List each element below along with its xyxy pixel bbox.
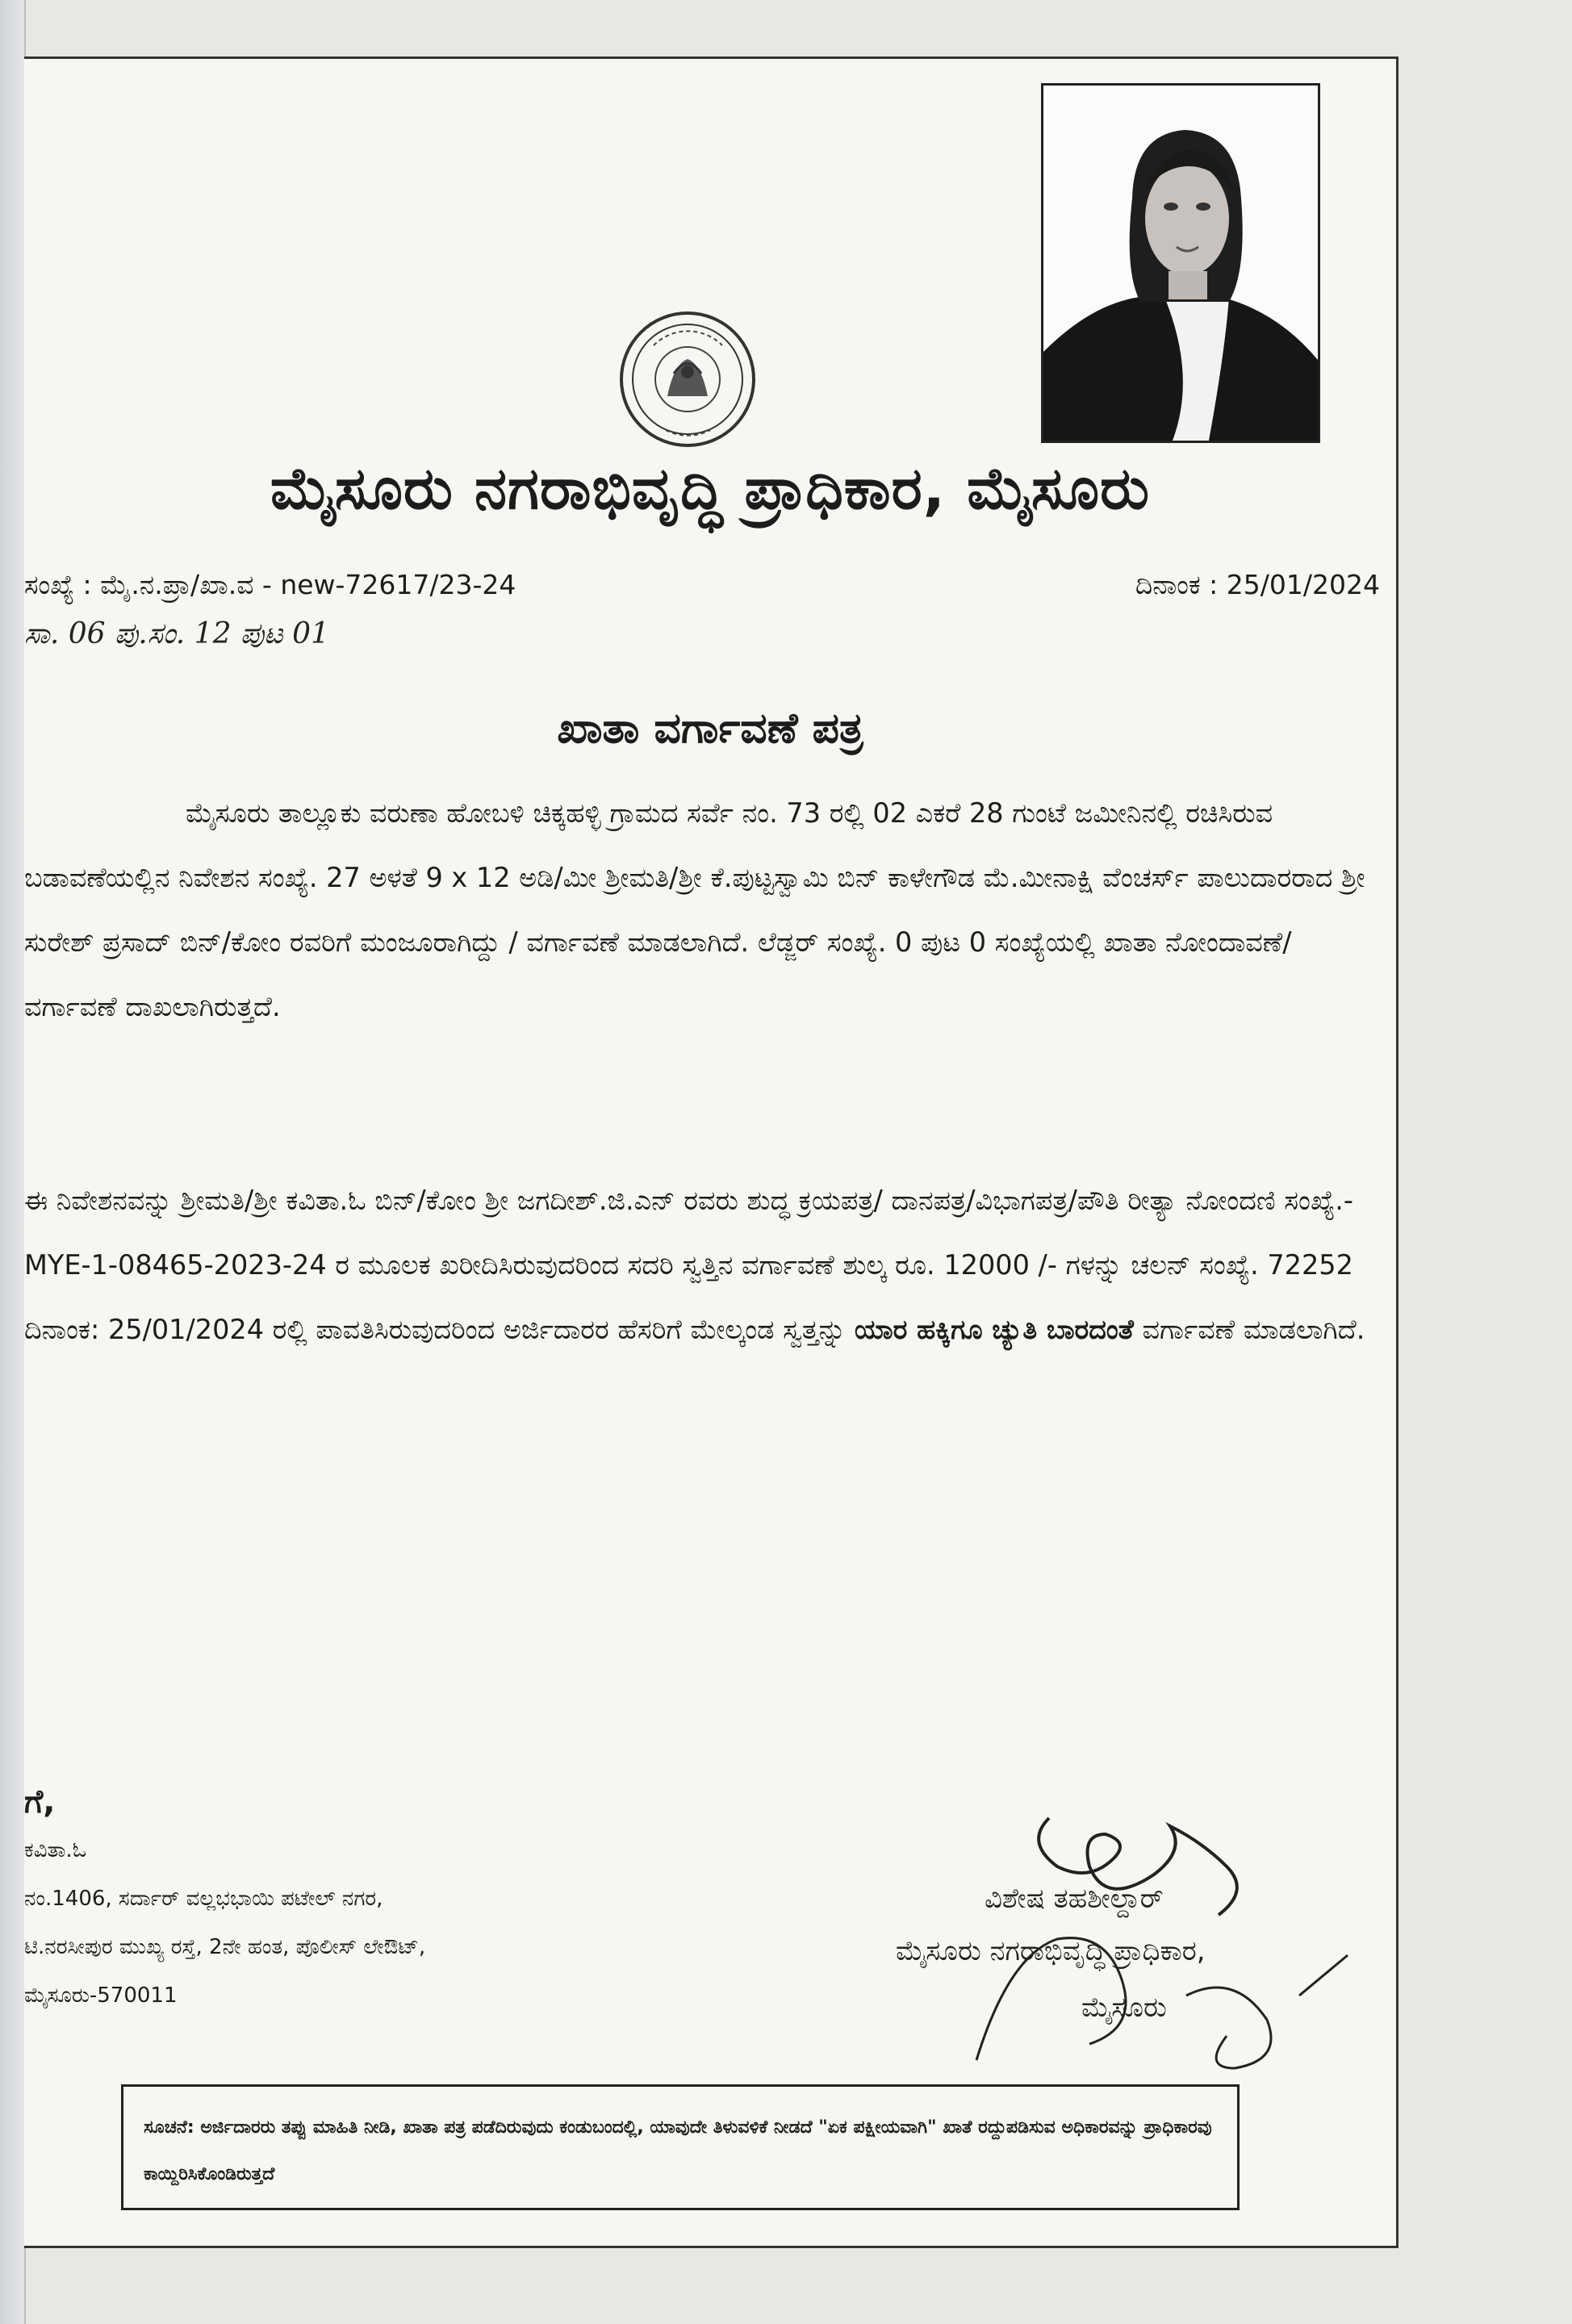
- recipient-name: ಕವಿತಾ.ಓ: [24, 1838, 87, 1862]
- paragraph-2-text: ಈ ನಿವೇಶನವನ್ನು ಶ್ರೀಮತಿ/ಶ್ರೀ ಕವಿತಾ.ಓ ಬಿನ್/ಕೋಂ ಶ್ರೀ ಜಗದೀಶ್.ಜಿ.ಎನ್ ರವರು ಶುದ್ಧ ಕ್ರಯಪತ್ರ/ ದಾನಪತ್ರ/ವಿಭಾಗಪತ್ರ/ಪೌತಿ ರೀತ್ಯಾ ನೋಂದಣಿ ಸಂಖ್ಯೆ.- MYE-1-08465-2023-24 ರ ಮೂಲಕ ಖರೀದಿಸಿರುವುದರಿಂದ ಸದರಿ ಸ್ವತ್ತಿನ ವರ್ಗಾವಣೆ ಶುಲ್ಕ ರೂ. 12000 /- ಗಳನ್ನು ಚಲನ್ ಸಂಖ್ಯೆ. 72252 ದಿನಾಂಕ: 25/01/2024 ರಲ್ಲಿ ಪಾವತಿಸಿರುವುದರಿಂದ ಅರ್ಜಿದಾರರ ಹೆಸರಿಗೆ ಮೇಲ್ಕಂಡ ಸ್ವತ್ತನ್ನು: [24, 1185, 1353, 1345]
- signatory-designation: ವಿಶೇಷ ತಹಶೀಲ್ದಾರ್: [985, 1883, 1164, 1915]
- paragraph-2-end: ವರ್ಗಾವಣೆ ಮಾಡಲಾಗಿದೆ.: [1142, 1314, 1365, 1345]
- address-line-1: ನಂ.1406, ಸರ್ದಾರ್ ವಲ್ಲಭಭಾಯಿ ಪಟೇಲ್ ನಗರ,: [24, 1887, 383, 1911]
- body-paragraph-1: ಮೈಸೂರು ತಾಲ್ಲೂಕು ವರುಣಾ ಹೋಬಳಿ ಚಿಕ್ಕಹಳ್ಳಿ ಗ್ರಾಮದ ಸರ್ವೆ ನಂ. 73 ರಲ್ಲಿ 02 ಎಕರೆ 28 ಗುಂಟೆ ಜಮೀನಿನಲ್ಲಿ ರಚಿಸಿರುವ ಬಡಾವಣೆಯಲ್ಲಿನ ನಿವೇಶನ ಸಂಖ್ಯೆ. 27 ಅಳತೆ 9 x 12 ಅಡಿ/ಮೀ ಶ್ರೀಮತಿ/ಶ್ರೀ ಕೆ.ಪುಟ್ಟಸ್ವಾಮಿ ಬಿನ್ ಕಾಳೇಗೌಡ ಮೆ.ಮೀನಾಕ್ಷಿ ವೆಂಚರ್ಸ್ ಪಾಲುದಾರರಾದ ಶ್ರೀ ಸುರೇಶ್ ಪ್ರಸಾದ್ ಬಿನ್/ಕೋಂ ರವರಿಗೆ ಮಂಜೂರಾಗಿದ್ದು / ವರ್ಗಾವಣೆ ಮಾಡಲಾಗಿದೆ. ಲೆಡ್ಜರ್ ಸಂಖ್ಯೆ. 0 ಪುಟ 0 ಸಂಖ್ಯೆಯಲ್ಲಿ ಖಾತಾ ನೋಂದಾವಣೆ/ ವರ್ಗಾವಣೆ ದಾಖಲಾಗಿರುತ್ತದೆ.: [24, 797, 1365, 1022]
- applicant-photo: [1041, 83, 1320, 443]
- document-page: [24, 56, 1398, 2248]
- document-subject: ಖಾತಾ ವರ್ಗಾವಣೆ ಪತ್ರ: [557, 704, 863, 753]
- signatory-office: ಮೈಸೂರು ನಗರಾಭಿವೃದ್ಧಿ ಪ್ರಾಧಿಕಾರ,: [896, 1935, 1206, 1967]
- salutation: ಗೆ,: [24, 1783, 56, 1820]
- signature-block: [847, 1794, 1396, 2092]
- authority-title: ಮೈಸೂರು ನಗರಾಭಿವೃದ್ಧಿ ಪ್ರಾಧಿಕಾರ, ಮೈಸೂರು: [270, 454, 1151, 522]
- authority-seal: [617, 309, 759, 450]
- handwritten-note: ಸಾ. 06 ಪು.ಸಂ. 12 ಪುಟ 01: [24, 617, 329, 650]
- recipient-address: [24, 1778, 425, 2020]
- issue-date: ದಿನಾಂಕ : 25/01/2024: [1135, 569, 1380, 600]
- paragraph-2-emphasis: ಯಾರ ಹಕ್ಕಿಗೂ ಚ್ಯುತಿ ಬಾರದಂತೆ: [854, 1314, 1134, 1345]
- address-line-2: ಟಿ.ನರಸೀಪುರ ಮುಖ್ಯ ರಸ್ತೆ, 2ನೇ ಹಂತ, ಪೊಲೀಸ್ ಲೇಔಟ್,: [24, 1935, 426, 1959]
- address-line-3: ಮೈಸೂರು-570011: [24, 1983, 178, 2008]
- footer-notice: ಸೂಚನೆ: ಅರ್ಜಿದಾರರು ತಪ್ಪು ಮಾಹಿತಿ ನೀಡಿ, ಖಾತಾ ಪತ್ರ ಪಡೆದಿರುವುದು ಕಂಡುಬಂದಲ್ಲಿ, ಯಾವುದೇ ತಿಳುವಳಿಕೆ ನೀಡದೆ "ಏಕ ಪಕ್ಷೀಯವಾಗಿ" ಖಾತೆ ರದ್ದುಪಡಿಸುವ ಅಧಿಕಾರವನ್ನು ಪ್ರಾಧಿಕಾರವು ಕಾಯ್ದಿರಿಸಿಕೊಂಡಿರುತ್ತದೆ: [144, 2117, 1212, 2184]
- body-paragraph-2: [24, 1168, 1380, 1362]
- footer-notice-box: [121, 2084, 1240, 2210]
- reference-number: ಸಂಖ್ಯೆ : ಮೈ.ನ.ಪ್ರಾ/ಖಾ.ವ - new-72617/23-24: [24, 569, 516, 600]
- signatory-city: ಮೈಸೂರು: [1081, 1992, 1167, 2024]
- adjacent-page-edge: [0, 0, 26, 2324]
